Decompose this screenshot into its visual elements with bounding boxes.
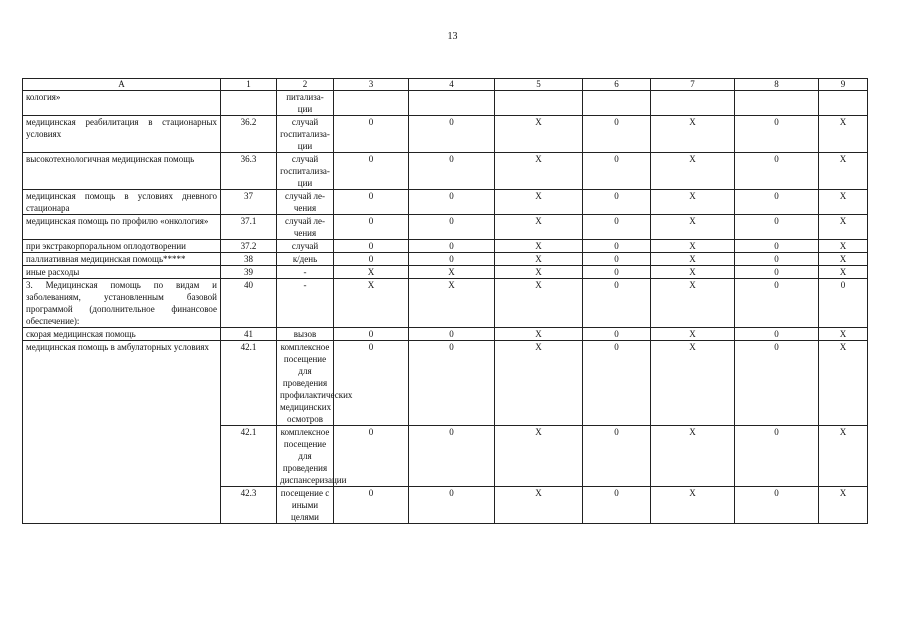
row-value: 0 bbox=[735, 341, 819, 426]
row-code bbox=[221, 91, 277, 116]
row-value: X bbox=[495, 487, 583, 524]
row-unit: случай ле-чения bbox=[277, 215, 334, 240]
table-row bbox=[23, 328, 868, 341]
row-value: X bbox=[819, 341, 868, 426]
row-value: X bbox=[409, 279, 495, 328]
row-value: X bbox=[651, 341, 735, 426]
row-value: X bbox=[819, 153, 868, 190]
row-code: 37.1 bbox=[221, 215, 277, 240]
col-header-8: 8 bbox=[735, 79, 819, 91]
row-value: 0 bbox=[409, 190, 495, 215]
row-unit: питализа-ции bbox=[277, 91, 334, 116]
row-unit: - bbox=[277, 279, 334, 328]
row-value: 0 bbox=[583, 279, 651, 328]
row-value: X bbox=[819, 240, 868, 253]
row-value: 0 bbox=[583, 341, 651, 426]
row-value: X bbox=[819, 426, 868, 487]
row-value: 0 bbox=[409, 487, 495, 524]
table-row bbox=[23, 190, 868, 215]
row-value: X bbox=[495, 116, 583, 153]
header-row bbox=[23, 79, 868, 91]
row-value: 0 bbox=[583, 426, 651, 487]
col-header-9: 9 bbox=[819, 79, 868, 91]
row-unit: случай ле-чения bbox=[277, 190, 334, 215]
row-value: X bbox=[651, 116, 735, 153]
row-value: 0 bbox=[583, 266, 651, 279]
row-code: 42.1 bbox=[221, 341, 277, 426]
table-row bbox=[23, 279, 868, 328]
row-value bbox=[495, 91, 583, 116]
row-value: 0 bbox=[334, 253, 409, 266]
row-unit: случай госпитализа-ции bbox=[277, 153, 334, 190]
row-code: 38 bbox=[221, 253, 277, 266]
row-unit: - bbox=[277, 266, 334, 279]
row-value: 0 bbox=[735, 153, 819, 190]
row-value: 0 bbox=[409, 253, 495, 266]
row-code: 37.2 bbox=[221, 240, 277, 253]
col-header-3: 3 bbox=[334, 79, 409, 91]
row-code: 42.1 bbox=[221, 426, 277, 487]
row-name: медицинская помощь в амбулаторных условиях bbox=[23, 341, 221, 524]
row-code: 36.3 bbox=[221, 153, 277, 190]
row-unit: случай госпитализа-ции bbox=[277, 116, 334, 153]
col-header-5: 5 bbox=[495, 79, 583, 91]
row-name: высокотехнологичная медицинская помощь bbox=[23, 153, 221, 190]
row-value: X bbox=[409, 266, 495, 279]
row-value: 0 bbox=[735, 328, 819, 341]
row-value: 0 bbox=[409, 426, 495, 487]
row-code: 39 bbox=[221, 266, 277, 279]
row-value: X bbox=[819, 266, 868, 279]
row-value: 0 bbox=[334, 341, 409, 426]
row-value: 0 bbox=[819, 279, 868, 328]
col-header-2: 2 bbox=[277, 79, 334, 91]
row-unit: посещение с иными целями bbox=[277, 487, 334, 524]
row-value: X bbox=[495, 266, 583, 279]
row-name: паллиативная медицинская помощь***** bbox=[23, 253, 221, 266]
row-value: X bbox=[651, 240, 735, 253]
row-name: медицинская реабилитация в стационарных условиях bbox=[23, 116, 221, 153]
row-code: 36.2 bbox=[221, 116, 277, 153]
row-name: скорая медицинская помощь bbox=[23, 328, 221, 341]
row-value: 0 bbox=[583, 190, 651, 215]
row-name: медицинская помощь в условиях дневного стационара bbox=[23, 190, 221, 215]
row-value: X bbox=[334, 279, 409, 328]
table-row bbox=[23, 266, 868, 279]
row-value: 0 bbox=[409, 215, 495, 240]
row-value: X bbox=[495, 341, 583, 426]
row-value: X bbox=[651, 266, 735, 279]
row-value: X bbox=[819, 215, 868, 240]
row-value: X bbox=[819, 116, 868, 153]
table-row bbox=[23, 253, 868, 266]
table-row bbox=[23, 153, 868, 190]
row-unit: комплексное посещение для проведения профилактических медицинских осмотров bbox=[277, 341, 334, 426]
row-value bbox=[651, 91, 735, 116]
row-value: X bbox=[495, 279, 583, 328]
row-name: 3. Медицинская помощь по видам и заболеваниям, установленным базовой программой (дополнительное финансовое обеспечение): bbox=[23, 279, 221, 328]
row-value: X bbox=[651, 426, 735, 487]
page-number: 13 bbox=[447, 31, 458, 42]
row-value: 0 bbox=[334, 116, 409, 153]
row-code: 37 bbox=[221, 190, 277, 215]
col-header-4: 4 bbox=[409, 79, 495, 91]
row-unit: к/день bbox=[277, 253, 334, 266]
row-code: 41 bbox=[221, 328, 277, 341]
row-name: при экстракорпоральном оплодотворении bbox=[23, 240, 221, 253]
row-name: медицинская помощь по профилю «онкология» bbox=[23, 215, 221, 240]
row-value: 0 bbox=[583, 240, 651, 253]
row-value: X bbox=[819, 328, 868, 341]
row-value: X bbox=[819, 190, 868, 215]
col-header-1: 1 bbox=[221, 79, 277, 91]
row-value: 0 bbox=[334, 426, 409, 487]
row-value: 0 bbox=[409, 328, 495, 341]
row-value: X bbox=[651, 487, 735, 524]
row-value: 0 bbox=[583, 215, 651, 240]
row-value: 0 bbox=[334, 190, 409, 215]
table-row bbox=[23, 91, 868, 116]
row-value: X bbox=[334, 266, 409, 279]
row-value bbox=[583, 91, 651, 116]
row-value: 0 bbox=[409, 153, 495, 190]
row-value: 0 bbox=[735, 266, 819, 279]
row-value: 0 bbox=[334, 487, 409, 524]
row-value bbox=[819, 91, 868, 116]
row-value bbox=[409, 91, 495, 116]
col-header-6: 6 bbox=[583, 79, 651, 91]
table-row bbox=[23, 116, 868, 153]
row-value: 0 bbox=[735, 253, 819, 266]
row-value: X bbox=[495, 426, 583, 487]
row-value bbox=[735, 91, 819, 116]
row-value: X bbox=[651, 215, 735, 240]
row-value: X bbox=[495, 190, 583, 215]
row-value: 0 bbox=[334, 153, 409, 190]
row-value: X bbox=[495, 240, 583, 253]
row-value: 0 bbox=[409, 116, 495, 153]
row-value: 0 bbox=[583, 153, 651, 190]
row-value: 0 bbox=[735, 487, 819, 524]
row-code: 40 bbox=[221, 279, 277, 328]
row-value: 0 bbox=[583, 328, 651, 341]
row-name: кология» bbox=[23, 91, 221, 116]
row-value: 0 bbox=[334, 328, 409, 341]
col-header-a: А bbox=[23, 79, 221, 91]
row-value: 0 bbox=[735, 240, 819, 253]
row-value: 0 bbox=[334, 215, 409, 240]
row-value: 0 bbox=[735, 215, 819, 240]
row-value: 0 bbox=[409, 341, 495, 426]
row-value: 0 bbox=[735, 279, 819, 328]
row-value bbox=[334, 91, 409, 116]
row-name: иные расходы bbox=[23, 266, 221, 279]
financing-table bbox=[22, 78, 868, 524]
col-header-7: 7 bbox=[651, 79, 735, 91]
row-value: X bbox=[651, 153, 735, 190]
row-unit: комплексное посещение для проведения диспансеризации bbox=[277, 426, 334, 487]
table-row bbox=[23, 215, 868, 240]
row-value: X bbox=[651, 279, 735, 328]
row-value: X bbox=[651, 328, 735, 341]
row-value: 0 bbox=[409, 240, 495, 253]
row-value: X bbox=[495, 153, 583, 190]
table-row bbox=[23, 240, 868, 253]
row-value: 0 bbox=[334, 240, 409, 253]
row-code: 42.3 bbox=[221, 487, 277, 524]
row-value: X bbox=[651, 190, 735, 215]
row-value: X bbox=[819, 253, 868, 266]
row-value: 0 bbox=[583, 253, 651, 266]
row-value: X bbox=[495, 328, 583, 341]
row-unit: вызов bbox=[277, 328, 334, 341]
row-value: 0 bbox=[583, 116, 651, 153]
row-value: X bbox=[651, 253, 735, 266]
row-value: 0 bbox=[735, 190, 819, 215]
row-value: X bbox=[495, 253, 583, 266]
row-value: 0 bbox=[583, 487, 651, 524]
row-unit: случай bbox=[277, 240, 334, 253]
table-row bbox=[23, 341, 868, 426]
row-value: 0 bbox=[735, 116, 819, 153]
row-value: X bbox=[495, 215, 583, 240]
row-value: X bbox=[819, 487, 868, 524]
row-value: 0 bbox=[735, 426, 819, 487]
